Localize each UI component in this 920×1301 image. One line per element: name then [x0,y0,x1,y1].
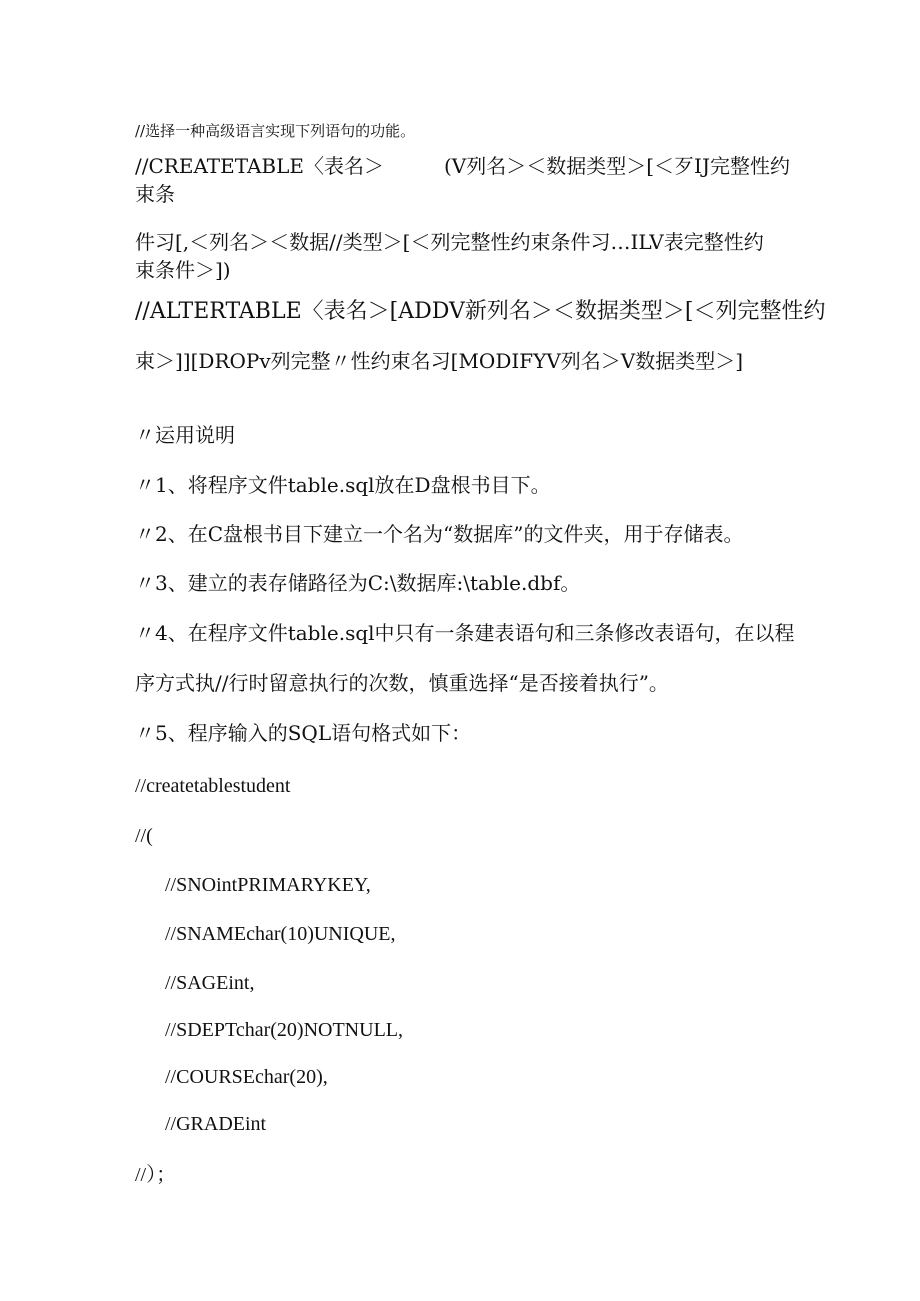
usage-title: 〃运用说明 [135,423,235,447]
usage-item-4-continued: 序方式执//行时留意执行的次数，慎重选择“是否接着执行”。 [135,671,669,695]
usage-item-5: 〃5、程序输入的SQL语句格式如下： [135,721,472,745]
code-field-sage: //SAGEint, [165,972,255,994]
create-table-syntax-line-2: 束条 [135,182,175,206]
create-table-syntax-line-4: 束条件＞]) [135,258,231,282]
alter-table-syntax-line-1: //ALTERTABLE〈表名＞[ADDV新列名＞＜数据类型＞[＜列完整性约 [135,299,826,324]
code-field-course: //COURSEchar(20), [165,1066,328,1088]
usage-item-4: 〃4、在程序文件table.sql中只有一条建表语句和三条修改表语句，在以程 [135,621,795,645]
usage-item-1: 〃1、将程序文件table.sql放在D盘根书目下。 [135,473,551,497]
code-close-paren: //）； [135,1164,177,1186]
code-field-sno: //SNOintPRIMARYKEY, [165,874,371,896]
code-field-grade: //GRADEint [165,1113,267,1135]
usage-item-3: 〃3、建立的表存储路径为C:\数据库:\table.dbf。 [135,571,581,595]
code-create-table: //createtablestudent [135,775,291,797]
create-table-syntax-line-3: 件习[,＜列名＞＜数据//类型＞[＜列完整性约束条件习…ILV表完整性约 [135,230,764,254]
alter-table-syntax-line-2: 束＞]][DROPv列完整〃性约束名习[MODIFYV列名＞V数据类型＞] [135,349,744,373]
usage-item-2: 〃2、在C盘根书目下建立一个名为“数据库”的文件夹，用于存储表。 [135,522,744,546]
code-field-sname: //SNAMEchar(10)UNIQUE, [165,923,396,945]
code-open-paren: //( [135,825,153,847]
header-comment: //选择一种高级语言实现下列语句的功能。 [135,122,416,140]
code-field-sdept: //SDEPTchar(20)NOTNULL, [165,1019,403,1041]
create-table-syntax-line-1: //CREATETABLE〈表名＞ (V列名＞＜数据类型＞[＜歹IJ完整性约 [135,154,790,178]
